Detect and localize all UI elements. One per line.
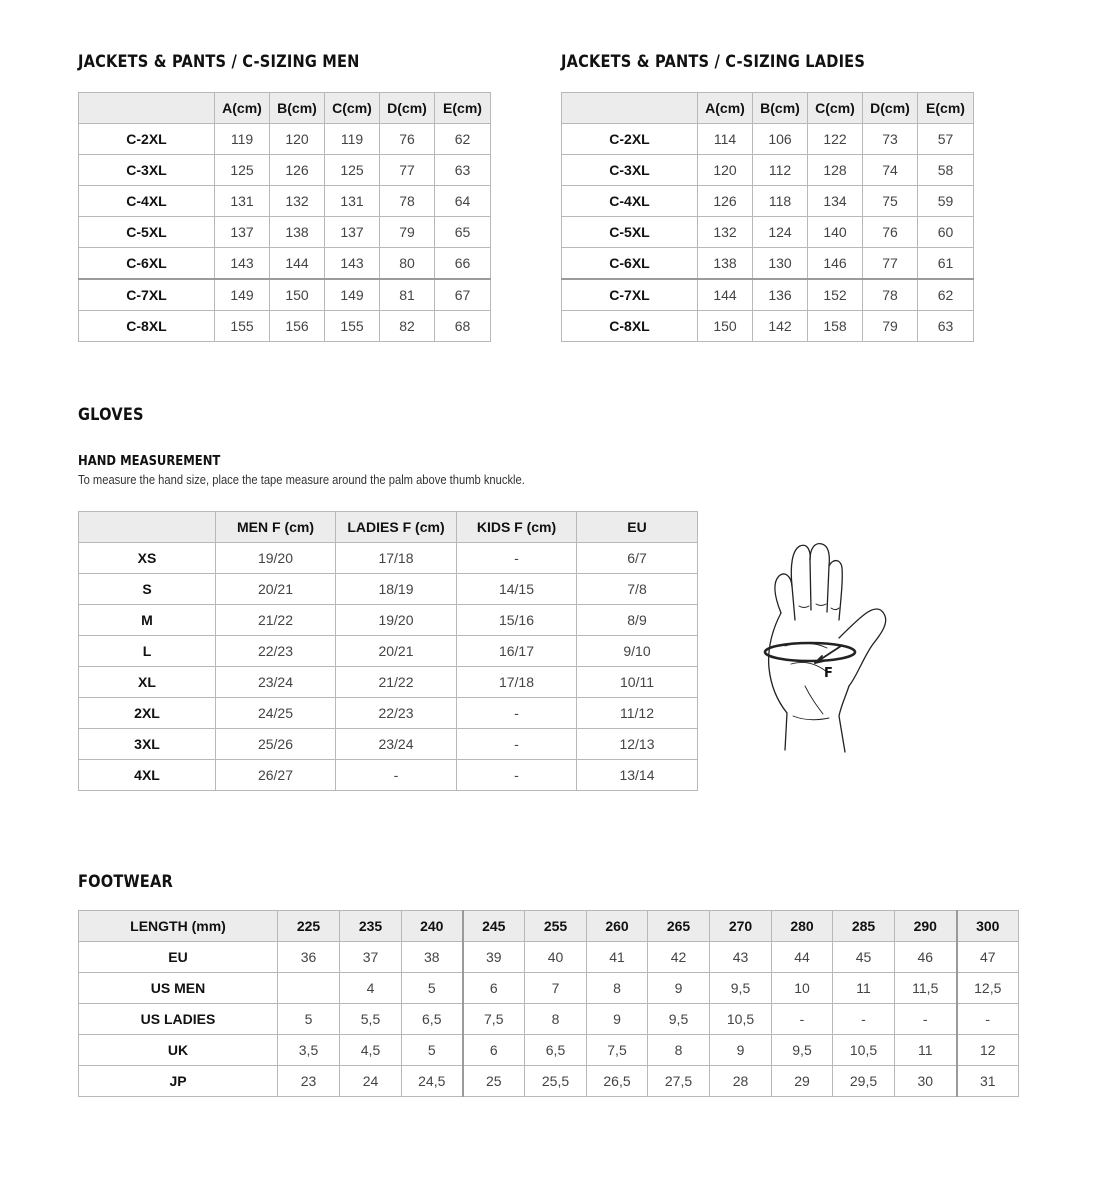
column-header: C(cm) [325, 93, 380, 124]
hand-measurement-note: To measure the hand size, place the tape measure around the palm above thumb knuckle. [78, 472, 525, 487]
column-header: 260 [587, 911, 648, 942]
size-label: C-7XL [79, 279, 215, 311]
column-header: 280 [772, 911, 833, 942]
table-cell: 17/18 [336, 543, 457, 574]
table-cell: 24 [340, 1066, 402, 1097]
hand-measurement-icon [755, 538, 905, 756]
table-cell: 150 [270, 279, 325, 311]
table-cell: 140 [808, 217, 863, 248]
table-row [79, 636, 698, 667]
table-row [562, 124, 974, 155]
table-cell: 12 [957, 1035, 1019, 1066]
table-cell: 9 [587, 1004, 648, 1035]
table-cell: - [457, 760, 577, 791]
column-header: KIDS F (cm) [457, 512, 577, 543]
column-header: D(cm) [380, 93, 435, 124]
corner-cell [79, 512, 216, 543]
table-row [562, 155, 974, 186]
table-cell: 9 [648, 973, 710, 1004]
table-cell: 143 [325, 248, 380, 280]
table-header-row [79, 911, 1019, 942]
table-cell: 44 [772, 942, 833, 973]
table-cell: 20/21 [216, 574, 336, 605]
column-header: 240 [402, 911, 463, 942]
table-header-row [79, 512, 698, 543]
table-cell: 81 [380, 279, 435, 311]
table-cell: 126 [698, 186, 753, 217]
table-cell: 39 [463, 942, 525, 973]
footwear-table [78, 910, 1019, 1097]
size-label: 3XL [79, 729, 216, 760]
table-cell: 11 [833, 973, 895, 1004]
table-cell: 77 [380, 155, 435, 186]
table-cell: 21/22 [216, 605, 336, 636]
table-row [79, 1066, 1019, 1097]
table-cell: 25/26 [216, 729, 336, 760]
table-cell: 7,5 [587, 1035, 648, 1066]
table-cell: 138 [698, 248, 753, 280]
table-cell: 10,5 [833, 1035, 895, 1066]
table-cell: 7,5 [463, 1004, 525, 1035]
table-cell: 5 [402, 973, 463, 1004]
size-label: C-8XL [79, 311, 215, 342]
table-cell: 8 [587, 973, 648, 1004]
gloves-table [78, 511, 698, 791]
table-row [79, 155, 491, 186]
table-cell: 136 [753, 279, 808, 311]
table-cell: 19/20 [336, 605, 457, 636]
row-label: UK [79, 1035, 278, 1066]
table-cell: 23/24 [216, 667, 336, 698]
table-cell: 5,5 [340, 1004, 402, 1035]
corner-cell [562, 93, 698, 124]
table-cell: 77 [863, 248, 918, 280]
table-cell [278, 973, 340, 1004]
table-cell: 131 [325, 186, 380, 217]
table-cell: 76 [380, 124, 435, 155]
size-label: C-3XL [562, 155, 698, 186]
table-cell: 7/8 [577, 574, 698, 605]
corner-cell [79, 93, 215, 124]
table-row [79, 543, 698, 574]
table-cell: 146 [808, 248, 863, 280]
column-header: E(cm) [435, 93, 491, 124]
table-cell: 25,5 [525, 1066, 587, 1097]
table-cell: 67 [435, 279, 491, 311]
table-cell: 156 [270, 311, 325, 342]
size-label: XL [79, 667, 216, 698]
table-cell: 29 [772, 1066, 833, 1097]
table-cell: 112 [753, 155, 808, 186]
row-label: US MEN [79, 973, 278, 1004]
size-label: C-4XL [562, 186, 698, 217]
table-header-row [562, 93, 974, 124]
size-label: C-5XL [562, 217, 698, 248]
column-header: 235 [340, 911, 402, 942]
table-cell: 9/10 [577, 636, 698, 667]
table-cell: 134 [808, 186, 863, 217]
column-header: C(cm) [808, 93, 863, 124]
table-cell: 10/11 [577, 667, 698, 698]
table-row [79, 973, 1019, 1004]
table-cell: 120 [270, 124, 325, 155]
table-cell: 43 [710, 942, 772, 973]
table-header-row [79, 93, 491, 124]
table-cell: 8/9 [577, 605, 698, 636]
table-row [79, 698, 698, 729]
jackets-ladies-title: JACKETS & PANTS / C-SIZING LADIES [561, 52, 866, 72]
table-cell: 138 [270, 217, 325, 248]
table-cell: 29,5 [833, 1066, 895, 1097]
jackets-ladies-table [561, 92, 974, 342]
size-label: C-5XL [79, 217, 215, 248]
table-cell: 36 [278, 942, 340, 973]
table-cell: 80 [380, 248, 435, 280]
table-cell: 61 [918, 248, 974, 280]
column-header: 225 [278, 911, 340, 942]
table-cell: 155 [325, 311, 380, 342]
table-cell: 73 [863, 124, 918, 155]
table-cell: 6 [463, 1035, 525, 1066]
table-cell: 126 [270, 155, 325, 186]
table-row [79, 1004, 1019, 1035]
table-row [562, 311, 974, 342]
table-cell: 63 [918, 311, 974, 342]
table-cell: 79 [380, 217, 435, 248]
table-cell: 12/13 [577, 729, 698, 760]
hand-measurement-subtitle: HAND MEASUREMENT [78, 453, 221, 469]
table-cell: 143 [215, 248, 270, 280]
table-row [79, 279, 491, 311]
table-row [562, 217, 974, 248]
table-cell: 118 [753, 186, 808, 217]
table-row [79, 942, 1019, 973]
table-cell: 149 [325, 279, 380, 311]
size-label: 4XL [79, 760, 216, 791]
table-cell: 60 [918, 217, 974, 248]
table-cell: 19/20 [216, 543, 336, 574]
table-cell: 62 [918, 279, 974, 311]
table-cell: 132 [698, 217, 753, 248]
column-header: 245 [463, 911, 525, 942]
column-header: EU [577, 512, 698, 543]
table-cell: 66 [435, 248, 491, 280]
table-cell: - [895, 1004, 957, 1035]
table-row [79, 574, 698, 605]
column-header: B(cm) [270, 93, 325, 124]
table-row [79, 124, 491, 155]
footwear-title: FOOTWEAR [78, 872, 173, 892]
table-cell: 79 [863, 311, 918, 342]
table-cell: 82 [380, 311, 435, 342]
table-cell: 131 [215, 186, 270, 217]
table-cell: 58 [918, 155, 974, 186]
table-cell: 4,5 [340, 1035, 402, 1066]
table-cell: 119 [325, 124, 380, 155]
table-cell: 20/21 [336, 636, 457, 667]
table-cell: 24/25 [216, 698, 336, 729]
table-cell: 6/7 [577, 543, 698, 574]
table-row [562, 248, 974, 280]
table-cell: 78 [863, 279, 918, 311]
column-header: 255 [525, 911, 587, 942]
table-cell: 30 [895, 1066, 957, 1097]
table-cell: 78 [380, 186, 435, 217]
table-cell: 152 [808, 279, 863, 311]
table-cell: 119 [215, 124, 270, 155]
table-cell: 149 [215, 279, 270, 311]
column-header: E(cm) [918, 93, 974, 124]
table-cell: 74 [863, 155, 918, 186]
table-row [562, 279, 974, 311]
column-header: 285 [833, 911, 895, 942]
table-cell: 9,5 [710, 973, 772, 1004]
table-cell: - [457, 543, 577, 574]
table-row [79, 1035, 1019, 1066]
table-row [79, 605, 698, 636]
column-header: B(cm) [753, 93, 808, 124]
table-cell: 106 [753, 124, 808, 155]
table-cell: 150 [698, 311, 753, 342]
table-cell: 10,5 [710, 1004, 772, 1035]
table-cell: 47 [957, 942, 1019, 973]
row-label: US LADIES [79, 1004, 278, 1035]
table-row [79, 186, 491, 217]
table-cell: 6,5 [402, 1004, 463, 1035]
table-cell: 9,5 [772, 1035, 833, 1066]
table-row [79, 217, 491, 248]
table-cell: - [833, 1004, 895, 1035]
table-cell: - [457, 698, 577, 729]
row-label: EU [79, 942, 278, 973]
table-cell: 10 [772, 973, 833, 1004]
hand-measurement-label: F [824, 666, 833, 681]
table-row [79, 311, 491, 342]
table-cell: 6,5 [525, 1035, 587, 1066]
table-cell: - [457, 729, 577, 760]
table-cell: 17/18 [457, 667, 577, 698]
table-cell: 8 [525, 1004, 587, 1035]
length-header: LENGTH (mm) [79, 911, 278, 942]
table-cell: 18/19 [336, 574, 457, 605]
table-cell: 22/23 [216, 636, 336, 667]
table-cell: 68 [435, 311, 491, 342]
column-header: 300 [957, 911, 1019, 942]
table-cell: 23 [278, 1066, 340, 1097]
table-cell: 59 [918, 186, 974, 217]
table-cell: 42 [648, 942, 710, 973]
table-cell: 25 [463, 1066, 525, 1097]
size-label: C-6XL [79, 248, 215, 280]
table-cell: 137 [325, 217, 380, 248]
table-row [79, 729, 698, 760]
table-cell: - [336, 760, 457, 791]
table-row [79, 248, 491, 280]
column-header: A(cm) [698, 93, 753, 124]
table-row [79, 667, 698, 698]
table-cell: 144 [270, 248, 325, 280]
table-cell: 144 [698, 279, 753, 311]
table-cell: 158 [808, 311, 863, 342]
table-cell: 122 [808, 124, 863, 155]
table-cell: 11 [895, 1035, 957, 1066]
table-cell: 142 [753, 311, 808, 342]
column-header: D(cm) [863, 93, 918, 124]
table-cell: 65 [435, 217, 491, 248]
table-cell: 120 [698, 155, 753, 186]
size-label: S [79, 574, 216, 605]
table-cell: 31 [957, 1066, 1019, 1097]
table-cell: 125 [325, 155, 380, 186]
size-label: C-4XL [79, 186, 215, 217]
table-cell: 12,5 [957, 973, 1019, 1004]
table-cell: 9 [710, 1035, 772, 1066]
column-header: 270 [710, 911, 772, 942]
table-cell: 41 [587, 942, 648, 973]
table-cell: 114 [698, 124, 753, 155]
table-row [562, 186, 974, 217]
table-cell: 26,5 [587, 1066, 648, 1097]
table-cell: 4 [340, 973, 402, 1004]
table-cell: 3,5 [278, 1035, 340, 1066]
gloves-title: GLOVES [78, 405, 144, 425]
table-cell: 22/23 [336, 698, 457, 729]
table-cell: 125 [215, 155, 270, 186]
column-header: LADIES F (cm) [336, 512, 457, 543]
size-label: C-3XL [79, 155, 215, 186]
table-cell: 13/14 [577, 760, 698, 791]
table-cell: 37 [340, 942, 402, 973]
size-label: 2XL [79, 698, 216, 729]
size-label: C-8XL [562, 311, 698, 342]
column-header: MEN F (cm) [216, 512, 336, 543]
table-cell: 5 [278, 1004, 340, 1035]
table-cell: 23/24 [336, 729, 457, 760]
table-cell: 38 [402, 942, 463, 973]
row-label: JP [79, 1066, 278, 1097]
table-cell: 40 [525, 942, 587, 973]
table-cell: 9,5 [648, 1004, 710, 1035]
table-cell: 26/27 [216, 760, 336, 791]
table-cell: - [772, 1004, 833, 1035]
table-cell: 46 [895, 942, 957, 973]
table-cell: 11/12 [577, 698, 698, 729]
table-cell: 8 [648, 1035, 710, 1066]
table-cell: 64 [435, 186, 491, 217]
table-cell: 11,5 [895, 973, 957, 1004]
table-cell: 76 [863, 217, 918, 248]
table-cell: 16/17 [457, 636, 577, 667]
table-cell: 124 [753, 217, 808, 248]
column-header: A(cm) [215, 93, 270, 124]
size-label: C-2XL [79, 124, 215, 155]
table-cell: 132 [270, 186, 325, 217]
table-cell: 27,5 [648, 1066, 710, 1097]
table-cell: 28 [710, 1066, 772, 1097]
column-header: 290 [895, 911, 957, 942]
table-cell: 6 [463, 973, 525, 1004]
table-cell: 14/15 [457, 574, 577, 605]
table-cell: 24,5 [402, 1066, 463, 1097]
table-cell: 62 [435, 124, 491, 155]
table-cell: 15/16 [457, 605, 577, 636]
table-cell: 21/22 [336, 667, 457, 698]
table-cell: 155 [215, 311, 270, 342]
table-cell: 45 [833, 942, 895, 973]
table-cell: - [957, 1004, 1019, 1035]
table-cell: 63 [435, 155, 491, 186]
jackets-men-table [78, 92, 491, 342]
table-row [79, 760, 698, 791]
size-label: M [79, 605, 216, 636]
column-header: 265 [648, 911, 710, 942]
table-cell: 128 [808, 155, 863, 186]
table-cell: 57 [918, 124, 974, 155]
table-cell: 130 [753, 248, 808, 280]
table-cell: 7 [525, 973, 587, 1004]
size-label: L [79, 636, 216, 667]
jackets-men-title: JACKETS & PANTS / C-SIZING MEN [78, 52, 360, 72]
size-label: C-7XL [562, 279, 698, 311]
size-label: C-6XL [562, 248, 698, 280]
table-cell: 5 [402, 1035, 463, 1066]
table-cell: 137 [215, 217, 270, 248]
size-label: C-2XL [562, 124, 698, 155]
table-cell: 75 [863, 186, 918, 217]
size-label: XS [79, 543, 216, 574]
